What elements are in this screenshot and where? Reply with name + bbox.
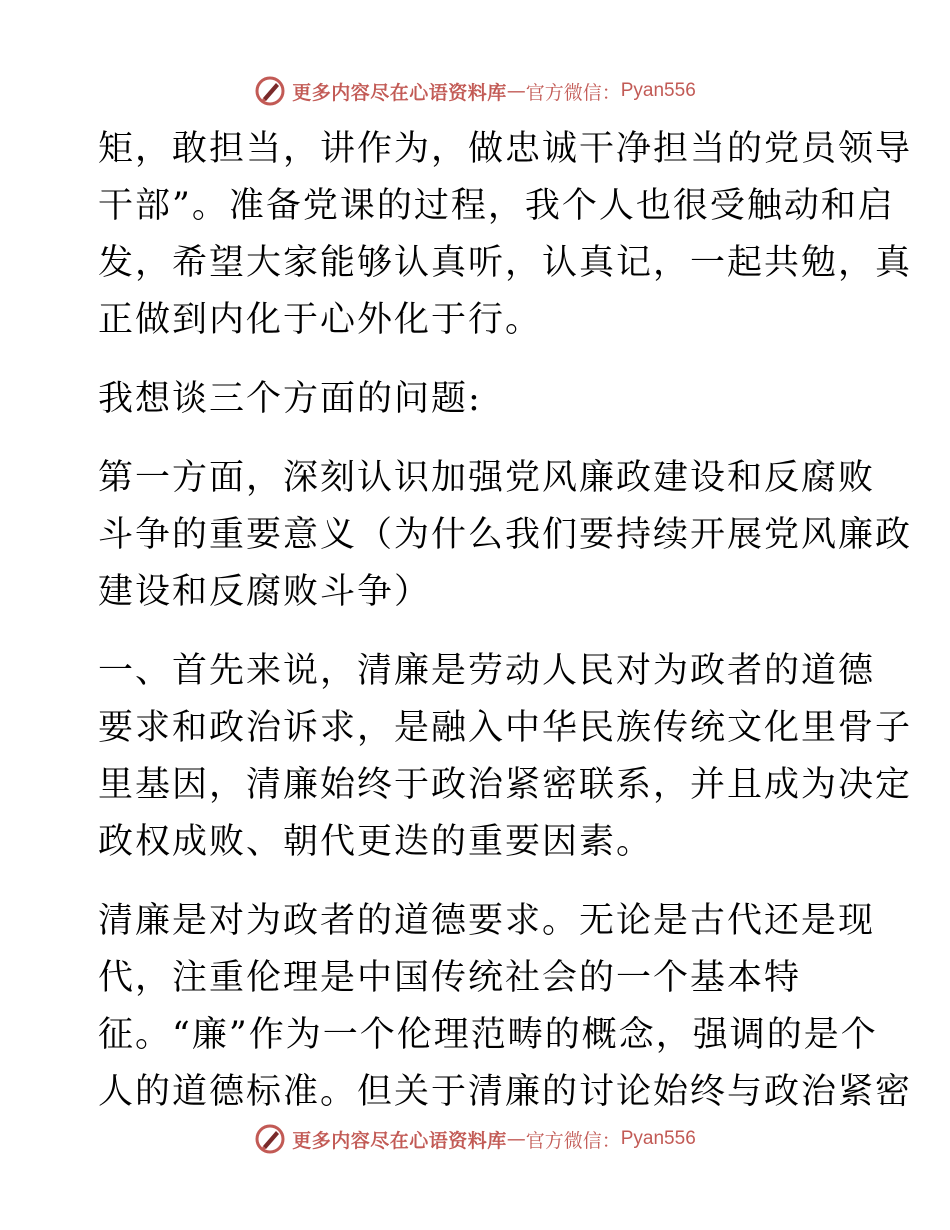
banner-wechat-label: 官方微信： xyxy=(525,81,621,104)
text-line: 政权成败、朝代更迭的重要因素。 xyxy=(98,822,654,862)
text-line: 干部”。准备党课的过程，我个人也很受触动和启 xyxy=(98,186,895,226)
text-line: 人的道德标准。但关于清廉的讨论始终与政治紧密 xyxy=(98,1072,913,1112)
text-line: 一、首先来说，清廉是劳动人民对为政者的道德 xyxy=(98,651,876,691)
text-line: 斗争的重要意义（为什么我们要持续开展党风廉政 xyxy=(98,515,913,555)
text-line: 建设和反腐败斗争） xyxy=(98,572,432,612)
text-line: 要求和政治诉求，是融入中华民族传统文化里骨子 xyxy=(98,708,913,748)
text-line: 正做到内化于心外化于行。 xyxy=(98,300,543,340)
banner-handle: Pyan556 xyxy=(620,80,696,101)
banner-brand: 更多内容尽在心语资料库 xyxy=(292,81,507,104)
text-line: 发，希望大家能够认真听，认真记，一起共勉，真 xyxy=(98,243,913,283)
pen-logo-icon xyxy=(254,1123,286,1155)
text-line: 里基因，清廉始终于政治紧密联系，并且成为决定 xyxy=(98,765,913,805)
body-text xyxy=(98,121,913,1143)
paragraph-2 xyxy=(98,371,850,428)
paragraph-1 xyxy=(98,121,913,349)
paragraph-5 xyxy=(98,893,913,1121)
text-line: 征。“廉”作为一个伦理范畴的概念，强调的是个 xyxy=(98,1015,878,1055)
text-line: 我想谈三个方面的问题: xyxy=(98,379,482,419)
banner-dash: — xyxy=(506,80,526,102)
text-line: 第一方面，深刻认识加强党风廉政建设和反腐败 xyxy=(98,458,876,498)
footer-banner xyxy=(0,1119,950,1159)
text-line: 代，注重伦理是中国传统社会的一个基本特 xyxy=(98,958,802,998)
text-line: 清廉是对为政者的道德要求。无论是古代还是现 xyxy=(98,901,876,941)
paragraph-4 xyxy=(98,643,913,871)
paragraph-3 xyxy=(98,450,913,621)
banner-wechat-label: 官方微信： xyxy=(525,1129,621,1152)
banner-handle: Pyan556 xyxy=(620,1128,696,1149)
banner-brand: 更多内容尽在心语资料库 xyxy=(292,1129,507,1152)
banner-dash: — xyxy=(506,1128,526,1150)
text-line: 矩，敢担当，讲作为，做忠诚干净担当的党员领导 xyxy=(98,129,913,169)
header-banner xyxy=(0,71,950,111)
pen-logo-icon xyxy=(254,75,286,107)
